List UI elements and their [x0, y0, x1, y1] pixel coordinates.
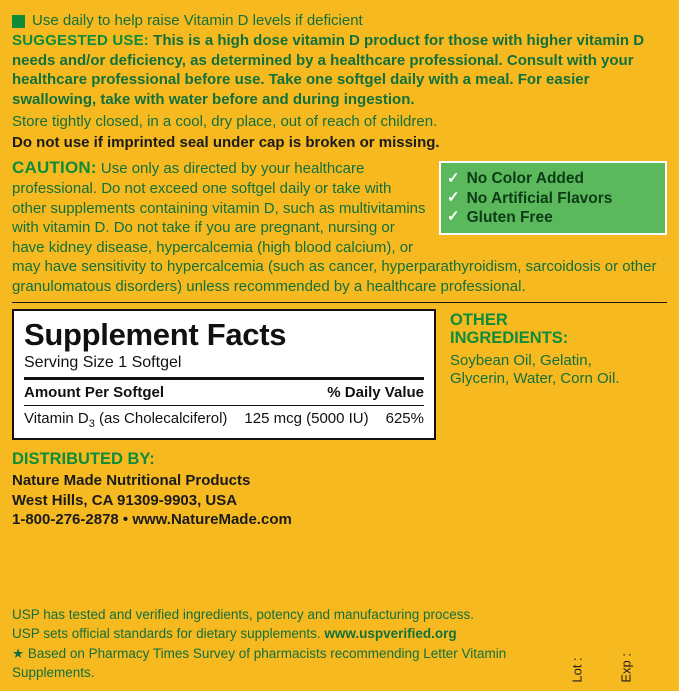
footer-row [12, 605, 667, 683]
distributed-by-block [12, 450, 667, 530]
footer-text [12, 605, 527, 683]
nutrient-name [24, 410, 227, 430]
facts-header-amount: Amount Per Softgel [24, 384, 165, 402]
footer-line-pharmacy-times: ★ Based on Pharmacy Times Survey of pharmacists recommending Letter Vitamin Supplements. [12, 645, 507, 681]
supplement-facts-title: Supplement Facts [24, 317, 287, 353]
other-ingredients-title-line2: INGREDIENTS: [450, 329, 569, 348]
distributor-address: West Hills, CA 91309-9903, USA [12, 491, 238, 509]
other-ingredients-body [450, 352, 667, 390]
claim-item: No Artificial Flavors [466, 189, 613, 207]
other-ingredients-title-line1: OTHER [450, 311, 508, 330]
claims-check-column [447, 171, 460, 225]
facts-column-headers [24, 384, 424, 401]
nutrient-name-post: (as Cholecalciferol) [94, 410, 228, 428]
usp-verified-link[interactable]: www.uspverified.org [324, 626, 457, 642]
table-row [24, 410, 424, 430]
facts-and-ingredients-row [12, 309, 667, 440]
other-ingredients-block [450, 309, 667, 389]
check-icon: ✓ [447, 188, 460, 206]
check-icon: ✓ [447, 170, 460, 188]
seal-warning-text: Do not use if imprinted seal under cap is broken or missing. [12, 134, 440, 152]
facts-rule-thin [24, 405, 424, 406]
facts-rule-thick [24, 377, 424, 380]
caution-label: CAUTION: [12, 158, 97, 178]
lot-label: Lot : [569, 657, 585, 683]
suggested-use-body: This is a high dose vitamin D product for those with higher vitamin D needs and/or deficiency, as determined by a healthcare professional. Consult with your healthcare professional before use. Take one softgel daily with a meal. For easier swallowing, take with water before and during ingestion. [12, 32, 645, 108]
exp-label: Exp : [618, 653, 634, 683]
top-note-text: Use daily to help raise Vitamin D levels if deficient [32, 12, 363, 29]
storage-text: Store tightly closed, in a cool, dry place, out of reach of children. [12, 113, 438, 131]
other-ingredients-title [450, 311, 667, 347]
distributor-name: Nature Made Nutritional Products [12, 472, 251, 490]
footer-line-usp-standards [12, 624, 527, 644]
other-ingredients-line2: Glycerin, Water, Corn Oil. [450, 370, 620, 388]
other-ingredients-line1: Soybean Oil, Gelatin, [450, 351, 592, 369]
footer-line-usp-tested: USP has tested and verified ingredients, potency and manufacturing process. [12, 606, 475, 622]
nutrient-daily-value: 625% [385, 410, 424, 428]
check-icon: ✓ [447, 207, 460, 225]
supplement-facts-panel [12, 309, 436, 440]
lot-exp-block [537, 651, 667, 683]
nutrient-name-subscript: 3 [88, 418, 95, 431]
green-square-icon [12, 15, 25, 28]
distributor-contact[interactable]: 1-800-276-2878 • www.NatureMade.com [12, 511, 292, 529]
claim-item: Gluten Free [466, 208, 553, 226]
facts-header-daily-value: % Daily Value [327, 384, 424, 402]
footer-usp-standards-text: USP sets official standards for dietary supplements. [12, 626, 325, 642]
claims-badge [439, 161, 667, 235]
suggested-use-label: SUGGESTED USE: [12, 32, 149, 50]
distributed-by-title: DISTRIBUTED BY: [12, 450, 155, 469]
caution-body: Use only as directed by your healthcare professional. Do not exceed one softgel daily or take with other supplements containing vitamin D, such as multivitamins with vitamin D. Do not take if you are pregnant, nursing or have kidney disease, hypercalcemia (high blood calcium), or may have sensitivity to hypercalcemia (such as cancer, hyperparathyroidism, sarcoidosis or other granulomatous disorders) unless recommended by a healthcare professional. [12, 160, 657, 295]
top-note-row [12, 12, 667, 29]
claims-list [467, 170, 613, 226]
suggested-use-paragraph [12, 31, 667, 109]
claim-item: No Color Added [466, 170, 584, 188]
nutrient-amount: 125 mcg (5000 IU) [244, 410, 369, 428]
section-divider [12, 302, 667, 303]
nutrient-name-pre: Vitamin D [24, 410, 89, 428]
serving-size-text: Serving Size 1 Softgel [24, 354, 182, 372]
